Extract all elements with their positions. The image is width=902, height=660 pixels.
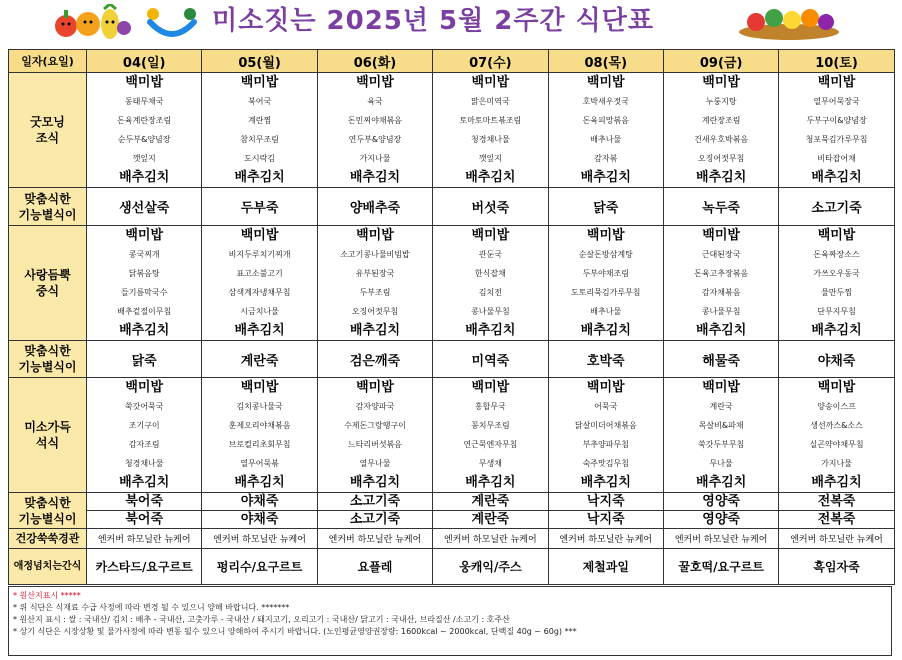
rice-item: 백미밥 — [125, 228, 164, 243]
soft-diet-row — [9, 341, 895, 378]
dish-item: 쑥갓어묵국 — [124, 402, 164, 411]
date-header: 05(월) — [202, 50, 317, 73]
soft-diet-label — [9, 341, 87, 378]
breakfast-menu-cell — [87, 73, 202, 188]
rice-item: 백미밥 — [817, 75, 856, 90]
porridge-cell: 야채죽 — [779, 341, 894, 378]
dish-item: 시금치나물 — [240, 307, 279, 316]
dish-item: 홍합무국 — [474, 402, 506, 411]
kimchi-item: 배추김치 — [811, 323, 862, 338]
dish-item: 수제돈그랑땡구이 — [344, 421, 406, 430]
porridge-item: 계란죽 — [433, 493, 547, 511]
dish-item: 오징어젓무침 — [351, 307, 399, 316]
dish-item: 쑥갓두부무침 — [697, 440, 745, 449]
kimchi-item: 배추김치 — [696, 323, 747, 338]
porridge-item: 야채죽 — [240, 512, 279, 527]
porridge-cell: 생선살죽 — [87, 188, 202, 226]
soft-diet-label-text: 맞춤식한 기능별식이 — [18, 191, 77, 222]
dish-item: 감자양파국 — [355, 402, 395, 411]
dish-item: 두부조림 — [359, 288, 391, 297]
dish-item: 가쓰오우동국 — [813, 269, 860, 278]
soft-diet-label-text: 맞춤식한 기능별식이 — [18, 495, 77, 526]
tube-feeding-row — [9, 529, 895, 549]
dish-item: 실곤약야채무침 — [809, 440, 864, 449]
kimchi-item: 배추김치 — [465, 475, 516, 490]
dish-item: 계란장조림 — [701, 116, 741, 125]
dish-item: 양송이스프 — [817, 402, 856, 411]
porridge-cell — [663, 493, 778, 529]
dish-item: 삼색계자냉채무침 — [228, 288, 291, 297]
porridge-cell — [202, 493, 317, 529]
dish-item: 목살비&파채 — [698, 421, 744, 430]
porridge-cell: 소고기죽 — [779, 188, 894, 226]
dish-item: 오징어젓무침 — [697, 154, 745, 163]
tube-feeding-cell: 엔커버 하모닐란 뉴케어 — [779, 529, 894, 549]
tube-feeding-label: 건강쑥쑥경관 — [9, 529, 87, 549]
rice-item: 백미밥 — [240, 228, 279, 243]
dinner-menu-cell — [87, 378, 202, 493]
dish-item: 돈육고추장볶음 — [694, 269, 749, 278]
porridge-cell: 닭죽 — [87, 341, 202, 378]
breakfast-label — [9, 73, 87, 188]
porridge-item: 계란죽 — [471, 512, 510, 527]
kimchi-item: 배추김치 — [465, 170, 516, 185]
porridge-cell: 닭죽 — [548, 188, 663, 226]
dish-item: 가지나물 — [821, 459, 852, 468]
dish-item: 계란국 — [709, 402, 733, 411]
rice-item: 백미밥 — [702, 228, 740, 243]
dish-item: 훈제오리야채볶음 — [228, 421, 291, 430]
dish-item: 근대된장국 — [701, 250, 741, 259]
dish-item: 꽁치무조림 — [471, 421, 510, 430]
snack-cell: 꿀호떡/요구르트 — [663, 549, 778, 585]
rice-item: 백미밥 — [356, 75, 394, 90]
dish-item: 누룽지탕 — [705, 97, 737, 106]
dish-item: 북어국 — [247, 97, 272, 106]
rice-item: 백미밥 — [471, 380, 510, 395]
rice-item: 백미밥 — [702, 380, 740, 395]
dish-item: 느타리버섯볶음 — [347, 440, 403, 449]
dish-item: 맑은미역국 — [471, 97, 510, 106]
porridge-cell — [779, 493, 894, 529]
kimchi-item: 배추김치 — [811, 475, 862, 490]
porridge-item: 북어죽 — [125, 512, 164, 527]
lunch-menu-cell — [779, 226, 894, 341]
porridge-item: 전복죽 — [817, 512, 856, 527]
dish-item: 김치전 — [478, 288, 502, 297]
dish-item: 콩나물무침 — [701, 307, 741, 316]
dinner-label — [9, 378, 87, 493]
breakfast-menu-cell — [317, 73, 432, 188]
porridge-item: 영양죽 — [702, 512, 740, 527]
dish-item: 배추나물 — [590, 307, 622, 316]
dish-item: 연두부&양념장 — [348, 135, 402, 144]
dish-item: 조기구이 — [128, 421, 160, 430]
date-header: 08(목) — [548, 50, 663, 73]
porridge-cell: 양배추죽 — [317, 188, 432, 226]
dish-item: 숙주맛김무침 — [582, 459, 629, 468]
dinner-row — [9, 378, 895, 493]
snack-cell: 카스타드/요구르트 — [87, 549, 202, 585]
breakfast-menu-cell — [779, 73, 894, 188]
lunch-row — [9, 226, 895, 341]
porridge-cell — [433, 493, 548, 529]
dish-item: 생선까스&소스 — [810, 421, 863, 430]
dish-item: 가지나물 — [359, 154, 391, 163]
rice-item: 백미밥 — [240, 380, 279, 395]
kimchi-item: 배추김치 — [234, 170, 285, 185]
lunch-menu-cell — [317, 226, 432, 341]
dish-item: 배추나물 — [590, 135, 622, 144]
kimchi-item: 배추김치 — [580, 475, 631, 490]
snack-label: 애정넘치는간식 — [9, 549, 87, 585]
breakfast-menu-cell — [433, 73, 548, 188]
kimchi-item: 배추김치 — [580, 323, 631, 338]
rice-item: 백미밥 — [586, 228, 625, 243]
dish-item: 감자조림 — [128, 440, 160, 449]
porridge-cell — [317, 493, 432, 529]
dish-item: 육국 — [367, 97, 383, 106]
rice-item: 백미밥 — [125, 75, 164, 90]
lunch-menu-cell — [202, 226, 317, 341]
dish-item: 어묵국 — [594, 402, 618, 411]
kimchi-item: 배추김치 — [119, 170, 170, 185]
porridge-item: 낙지죽 — [586, 512, 625, 527]
dish-item: 관둔국 — [478, 250, 502, 259]
snack-row — [9, 549, 895, 585]
dish-item: 돈민찌야채볶음 — [347, 116, 403, 125]
dish-item: 무생채 — [478, 459, 502, 468]
dish-item: 콩나물무침 — [471, 307, 510, 316]
lunch-label-text: 사랑듬뿍 중식 — [24, 268, 71, 298]
rice-item: 백미밥 — [702, 75, 740, 90]
snack-cell: 펑리수/요구르트 — [202, 549, 317, 585]
porridge-cell: 녹두죽 — [663, 188, 778, 226]
soft-diet-label-text: 맞춤식한 기능별식이 — [18, 344, 77, 374]
porridge-cell: 호박죽 — [548, 341, 663, 378]
note-line: * 상기 식단은 시장상황 및 물가사정에 따라 변동 될수 있으니 양해하여 주시기 바랍니다. (노인평균영양권장량: 1600kcal ~ 2000kcal, 단백질 40g ~ 60g) *** — [13, 627, 577, 636]
lunch-label — [9, 226, 87, 341]
dish-item: 돈육계란장조림 — [117, 116, 172, 125]
dish-item: 브로컬리초회무침 — [228, 440, 291, 449]
dinner-menu-cell — [779, 378, 894, 493]
breakfast-menu-cell — [548, 73, 663, 188]
dish-item: 유부된장국 — [355, 269, 395, 278]
kimchi-item: 배추김치 — [349, 475, 401, 490]
dish-item: 토마토마트볶조림 — [459, 116, 522, 125]
kimchi-item: 배추김치 — [349, 323, 401, 338]
dish-item: 콩국찌개 — [128, 250, 160, 259]
smile-logo-icon — [146, 6, 198, 38]
porridge-item: 소고기죽 — [349, 512, 401, 527]
date-header: 10(토) — [779, 50, 894, 73]
dish-item: 두부구이&양념장 — [806, 116, 867, 125]
dish-item: 배추겉절이무침 — [117, 307, 172, 316]
dish-item: 감자채볶음 — [701, 288, 741, 297]
note-line: * 원산지 표시 : 쌀 : 국내산/ 김치 : 배추 - 국내산, 고춧가루 - 국내산 / 돼지고기, 오리고기 : 국내산/ 닭고기 : 국내산, 브라질산 /소고기 : 호주산 — [13, 615, 510, 624]
porridge-item: 북어죽 — [87, 493, 201, 511]
page-header — [0, 0, 902, 46]
lunch-menu-cell — [663, 226, 778, 341]
dish-item: 들기름막국수 — [121, 288, 168, 297]
breakfast-row — [9, 73, 895, 188]
porridge-item: 소고기죽 — [318, 493, 432, 511]
tube-feeding-cell: 엔커버 하모닐란 뉴케어 — [548, 529, 663, 549]
lunch-menu-cell — [548, 226, 663, 341]
rice-item: 백미밥 — [817, 380, 856, 395]
date-header: 09(금) — [663, 50, 778, 73]
dish-item: 소고기콩나물비빔밥 — [340, 250, 410, 259]
rice-item: 백미밥 — [586, 75, 625, 90]
dish-item: 도토리묵김가루무침 — [570, 288, 641, 297]
dish-item: 돈육짜장소스 — [813, 250, 860, 259]
weekly-menu-table — [8, 49, 895, 585]
kimchi-item: 배추김치 — [349, 170, 401, 185]
kimchi-item: 배추김치 — [465, 323, 516, 338]
tube-feeding-cell: 엔커버 하모닐란 뉴케어 — [202, 529, 317, 549]
dish-item: 깻잎지 — [478, 154, 502, 163]
dinner-menu-cell — [548, 378, 663, 493]
rice-item: 백미밥 — [471, 228, 510, 243]
dish-item: 단무지무침 — [817, 307, 856, 316]
dinner-menu-cell — [433, 378, 548, 493]
rice-item: 백미밥 — [586, 380, 625, 395]
porridge-cell: 검은깨죽 — [317, 341, 432, 378]
dish-item: 청경채나물 — [124, 459, 164, 468]
dish-item: 청포묵김가루무침 — [805, 135, 868, 144]
page-title: 미소짓는 2025년 5월 2주간 식단표 — [212, 6, 655, 36]
porridge-cell: 버섯죽 — [433, 188, 548, 226]
kimchi-item: 배추김치 — [811, 170, 862, 185]
rice-item: 백미밥 — [125, 380, 164, 395]
dish-item: 한식잡채 — [474, 269, 506, 278]
kimchi-item: 배추김치 — [696, 170, 747, 185]
soft-diet-row — [9, 493, 895, 529]
kimchi-item: 배추김치 — [119, 323, 170, 338]
porridge-cell: 두부죽 — [202, 188, 317, 226]
dish-item: 깻잎지 — [132, 154, 156, 163]
date-header: 04(일) — [87, 50, 202, 73]
porridge-item: 낙지죽 — [549, 493, 663, 511]
dish-item: 물만두찜 — [821, 288, 852, 297]
dish-item: 건새우호박볶음 — [694, 135, 749, 144]
dish-item: 김치콩나물국 — [236, 402, 283, 411]
dinner-menu-cell — [317, 378, 432, 493]
rice-item: 백미밥 — [356, 228, 394, 243]
kimchi-item: 배추김치 — [234, 323, 285, 338]
snack-cell: 제철과일 — [548, 549, 663, 585]
porridge-cell: 계란죽 — [202, 341, 317, 378]
notes-box — [8, 586, 892, 656]
kimchi-item: 배추김치 — [580, 170, 631, 185]
dish-item: 무나물 — [709, 459, 733, 468]
breakfast-label-text: 굿모닝 조식 — [30, 115, 65, 145]
dish-item: 열무나물 — [359, 459, 391, 468]
dinner-menu-cell — [663, 378, 778, 493]
kimchi-item: 배추김치 — [696, 475, 747, 490]
dish-item: 동태무채국 — [124, 97, 164, 106]
rice-item: 백미밥 — [471, 75, 510, 90]
rice-item: 백미밥 — [817, 228, 856, 243]
date-corner-header: 일자(요일) — [9, 50, 87, 73]
date-header-row — [9, 50, 895, 73]
dish-item: 닭볶음탕 — [128, 269, 160, 278]
snack-cell: 흑임자죽 — [779, 549, 894, 585]
tube-feeding-cell: 엔커버 하모닐란 뉴케어 — [317, 529, 432, 549]
dish-item: 비타잡어채 — [817, 154, 856, 163]
soft-diet-label — [9, 188, 87, 226]
dish-item: 부추양파무침 — [582, 440, 629, 449]
dish-item: 돈육피망볶음 — [582, 116, 629, 125]
kimchi-item: 배추김치 — [234, 475, 285, 490]
dish-item: 호박새우젓국 — [582, 97, 629, 106]
date-header: 06(화) — [317, 50, 432, 73]
dish-item: 순살돈방삼계탕 — [578, 250, 633, 259]
soft-diet-row — [9, 188, 895, 226]
dish-item: 감자볶 — [594, 154, 618, 163]
tube-feeding-cell: 엔커버 하모닐란 뉴케어 — [663, 529, 778, 549]
dish-item: 열무어묵볶 — [240, 459, 279, 468]
date-header: 07(수) — [433, 50, 548, 73]
porridge-cell — [87, 493, 202, 529]
dish-item: 참치무조림 — [240, 135, 279, 144]
porridge-item: 야채죽 — [202, 493, 316, 511]
dish-item: 닭살미더어채볶음 — [574, 421, 637, 430]
tube-feeding-cell: 엔커버 하모닐란 뉴케어 — [433, 529, 548, 549]
dinner-label-text: 미소가득 석식 — [24, 420, 71, 450]
snack-cell: 웅캐익/주스 — [433, 549, 548, 585]
note-line: * 위 식단은 식재료 수급 사정에 따라 변경 될 수 있으니 양해 바랍니다. ******* — [13, 603, 290, 612]
rice-item: 백미밥 — [356, 380, 394, 395]
dish-item: 계란찜 — [247, 116, 272, 125]
vegetable-basket-icon — [736, 6, 842, 40]
dish-item: 순두부&양념장 — [117, 135, 171, 144]
soft-diet-label — [9, 493, 87, 529]
breakfast-menu-cell — [663, 73, 778, 188]
dish-item: 두부야채조림 — [582, 269, 629, 278]
lunch-menu-cell — [87, 226, 202, 341]
dish-item: 표고소불고기 — [236, 269, 283, 278]
dish-item: 연근묵엔자무침 — [463, 440, 518, 449]
vegetable-characters-icon — [52, 4, 132, 42]
porridge-cell: 미역죽 — [433, 341, 548, 378]
snack-cell: 요플레 — [317, 549, 432, 585]
dish-item: 열무어묵장국 — [813, 97, 860, 106]
dinner-menu-cell — [202, 378, 317, 493]
breakfast-menu-cell — [202, 73, 317, 188]
dish-item: 비지두루치기찌개 — [228, 250, 291, 259]
note-line: * 원산지표시 ***** — [13, 591, 81, 600]
porridge-item: 영양죽 — [664, 493, 778, 511]
dish-item: 청경채나물 — [471, 135, 510, 144]
porridge-item: 전복죽 — [779, 493, 893, 511]
tube-feeding-cell: 엔커버 하모닐란 뉴케어 — [87, 529, 202, 549]
porridge-cell: 해물죽 — [663, 341, 778, 378]
rice-item: 백미밥 — [240, 75, 279, 90]
dish-item: 도시락김 — [244, 154, 276, 163]
porridge-cell — [548, 493, 663, 529]
lunch-menu-cell — [433, 226, 548, 341]
kimchi-item: 배추김치 — [119, 475, 170, 490]
